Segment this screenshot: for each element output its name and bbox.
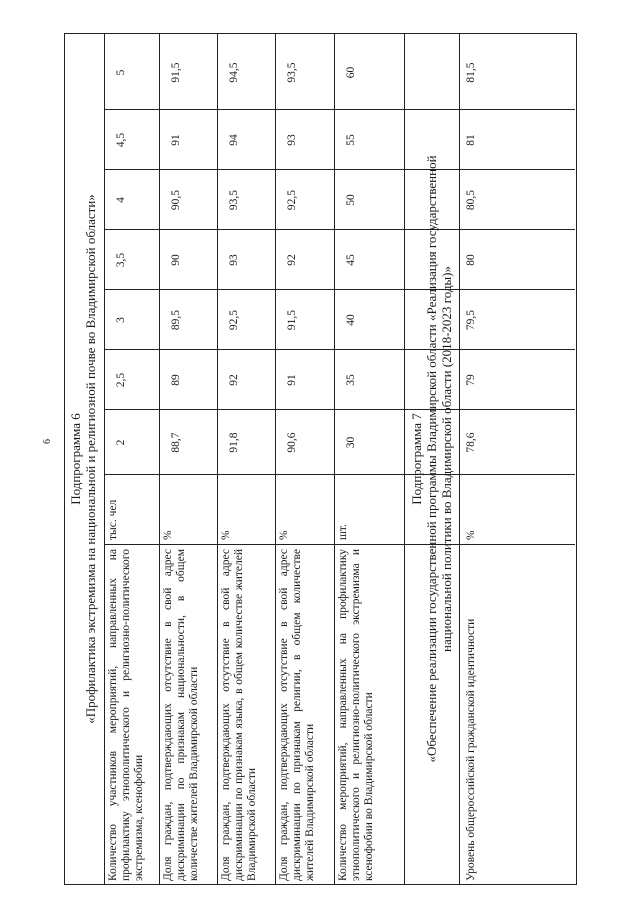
- column-divider: [104, 169, 516, 170]
- column-divider: [104, 289, 516, 290]
- page-number: 6: [42, 439, 53, 444]
- table-cell: 91,8: [228, 432, 240, 453]
- table-cell: 94,5: [228, 62, 240, 83]
- table-cell: 45: [345, 254, 357, 266]
- table-cell: 90,6: [286, 432, 298, 453]
- table-cell: 60: [345, 66, 357, 79]
- row-divider: [159, 33, 160, 885]
- row-divider: [404, 33, 405, 885]
- column-divider: [104, 229, 516, 230]
- table-cell: 50: [345, 194, 357, 206]
- table-row-name: Доля граждан, подтверждающих отсутствие в свой адрес дискриминации по признакам религии, в общем количестве жителей Владимирской области: [278, 549, 316, 881]
- subprogram7-subtitle-line2: национальной политики во Владимирской области (2018-2023 годы)»: [439, 266, 454, 652]
- table-cell: 93,5: [228, 189, 240, 211]
- table-cell: 94: [228, 134, 240, 146]
- table-cell: 78,6: [465, 432, 477, 453]
- table-row-unit: %: [162, 530, 174, 540]
- table-cell: 89,5: [170, 309, 182, 331]
- table-row-unit: %: [278, 530, 290, 540]
- row-divider: [217, 33, 218, 885]
- subprogram6-title: Подпрограмма 6: [68, 413, 83, 505]
- table-cell: 4,5: [115, 132, 127, 148]
- table-cell: 55: [345, 134, 357, 146]
- table-cell: 81: [465, 134, 477, 146]
- table-cell: 35: [345, 374, 357, 386]
- row-divider: [459, 33, 460, 885]
- column-divider: [104, 409, 516, 410]
- row-divider: [104, 33, 105, 885]
- table-cell: 2,5: [115, 372, 127, 388]
- table-cell: 93,5: [286, 62, 298, 83]
- table-cell: 92,5: [228, 309, 240, 331]
- table-cell: 93: [286, 134, 298, 146]
- table-cell: 91,5: [170, 62, 182, 83]
- table-cell: 91: [286, 374, 298, 386]
- column-divider: [104, 109, 516, 110]
- table-cell: 92,5: [286, 189, 298, 211]
- table-row-name: Количество участников мероприятий, направленных на профилактику этнополитического и религиозно-политического экстремизма, ксенофобии: [107, 549, 145, 881]
- table-cell: 90,5: [170, 189, 182, 211]
- subprogram7-subtitle-line1: «Обеспечение реализации государственной программы Владимирской области «Реализация государственной: [424, 155, 439, 763]
- subprogram6-subtitle: «Профилактика экстремизма на национальной и религиозной почве во Владимирской области»: [83, 194, 98, 724]
- table-cell: 93: [228, 254, 240, 266]
- table-cell: 80,5: [465, 189, 477, 211]
- table-cell: 5: [115, 69, 127, 76]
- table-row-unit: %: [465, 530, 477, 540]
- subprogram7-title: Подпрограмма 7: [409, 413, 424, 505]
- table-cell: 79,5: [465, 309, 477, 331]
- table-row-unit: %: [220, 530, 232, 540]
- row-divider: [334, 33, 335, 885]
- table-cell: 89: [170, 374, 182, 386]
- table-cell: 91,5: [286, 309, 298, 331]
- table-cell: 30: [345, 436, 357, 449]
- table-cell: 2: [115, 439, 127, 446]
- table-cell: 81,5: [465, 62, 477, 83]
- document-table-rotated: [64, 33, 577, 885]
- column-divider: [104, 349, 516, 350]
- table-cell: 92: [286, 254, 298, 266]
- table-cell: 40: [345, 314, 357, 326]
- table-cell: 79: [465, 374, 477, 386]
- table-cell: 4: [115, 197, 127, 203]
- row-divider: [275, 33, 276, 885]
- table-row-name: Количество мероприятий, направленных на профилактику этнополитического и религиозно-политического экстремизма и ксенофобии во Владимирской области: [337, 549, 375, 881]
- table-cell: 80: [465, 254, 477, 266]
- table-row-name: Уровень общероссийской гражданской идентичности: [465, 618, 477, 881]
- table-cell: 88,7: [170, 432, 182, 453]
- table-cell: 92: [228, 374, 240, 386]
- table-cell: 91: [170, 134, 182, 146]
- table-cell: 90: [170, 254, 182, 266]
- table-cell: 3: [115, 317, 127, 323]
- table-cell: 3,5: [115, 252, 127, 268]
- table-row-name: Доля граждан, подтверждающих отсутствие в свой адрес дискриминации по признакам национальности, в общем количестве жителей Владимирской области: [162, 549, 200, 881]
- table-row-unit: тыс. чел: [107, 499, 119, 540]
- table-row-unit: шт.: [337, 524, 349, 540]
- table-row-name: Доля граждан, подтверждающих отсутствие в свой адрес дискриминации по признакам языка, в общем количестве жителей Владимирской области: [220, 549, 258, 881]
